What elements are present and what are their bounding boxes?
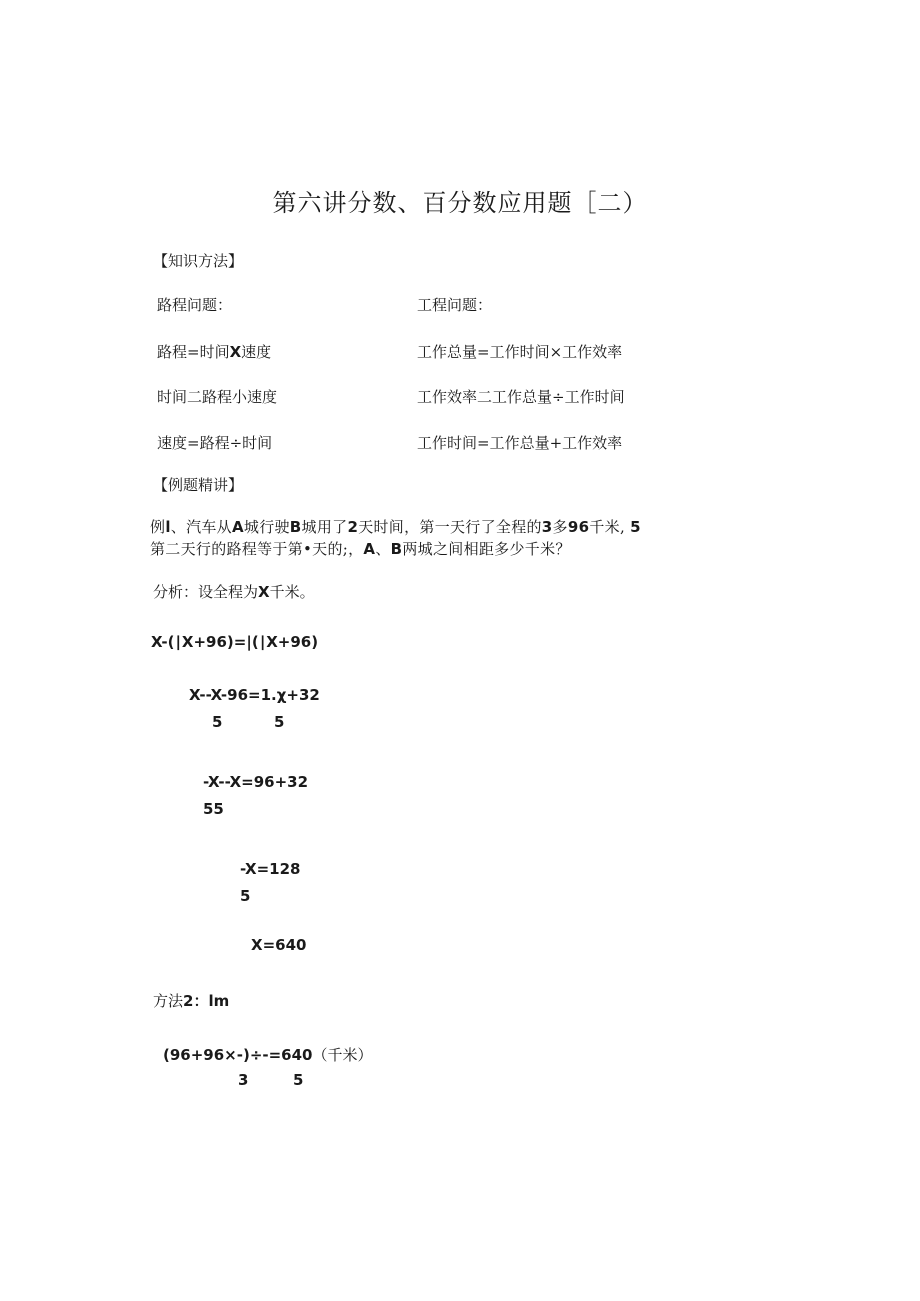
analysis-b1: X [258,583,270,601]
route-problem-heading: 路程问题： [157,296,233,314]
equation-step-1: X-(∣X+96)=|(∣X+96) [151,633,319,651]
ex1-l2-t1: 第二天行的路程等于第•天的;， [150,540,364,558]
route-formula-distance [157,341,271,362]
route-formula-distance-a: 路程=时间 [157,343,230,361]
work-problem-heading: 工程问题： [417,296,493,314]
equation-step-2: X--X-96=1.χ+32 [189,686,320,704]
knowledge-method-header: 【知识方法】 [153,252,244,270]
equation-step-5: X=640 [251,936,307,954]
analysis-line [153,581,315,602]
ex1-l2-b1: A [363,540,376,558]
ex1-l1-t1: 例 [150,518,166,536]
ex1-l1-t6: 多 [552,518,568,536]
method2-expr: (96+96×-)÷-=640 [163,1046,313,1064]
example1-line2 [150,538,571,559]
equation-step-3-denominators: 55 [203,800,224,818]
example1-line1 [150,516,641,537]
work-formula-total: 工作总量=工作时间×工作效率 [417,343,623,361]
work-formula-efficiency: 工作效率二工作总量÷工作时间 [417,388,625,406]
method2-expression [163,1044,373,1065]
ex1-l1-b1: l [165,518,171,536]
ex1-l1-b7: 5 [630,518,641,536]
equation-step-4: -X=128 [240,860,301,878]
method2-t1: 方法 [153,992,184,1010]
ex1-l1-b3: B [289,518,302,536]
method2-b1: 2：lm [183,992,230,1010]
analysis-t1: 分析：设全程为 [153,583,259,601]
method2-denominator-2: 5 [293,1071,304,1089]
analysis-t2: 千米。 [269,583,315,601]
method2-denominator-1: 3 [238,1071,249,1089]
equation-step-2-denominator-1: 5 [212,713,223,731]
ex1-l1-b2: A [231,518,244,536]
route-formula-distance-b: 速度 [241,343,272,361]
ex1-l2-t2: 、 [375,540,391,558]
equation-step-2-denominator-2: 5 [274,713,285,731]
route-formula-distance-x: X [229,343,242,361]
ex1-l1-t5: 天时间，第一天行了全程的 [358,518,542,536]
examples-header: 【例题精讲】 [153,476,244,494]
ex1-l1-b5: 3 [541,518,553,536]
method2-unit: （千米） [312,1046,373,1064]
route-formula-speed: 速度=路程÷时间 [157,434,273,452]
ex1-l1-t3: 城行驶 [243,518,290,536]
route-formula-time: 时间二路程小速度 [157,388,278,406]
equation-step-4-denominator: 5 [240,887,251,905]
work-formula-time: 工作时间=工作总量+工作效率 [417,434,623,452]
ex1-l1-b6: 96 [567,518,590,536]
equation-step-3: -X--X=96+32 [203,773,309,791]
ex1-l2-t3: 两城之间相距多少千米？ [402,540,571,558]
method2-label [153,990,229,1011]
ex1-l1-t2: 、汽车从 [170,518,232,536]
ex1-l1-t7: 千米, [589,518,626,536]
page-title: 第六讲分数、百分数应用题［二） [272,189,648,217]
ex1-l2-b2: B [390,540,403,558]
ex1-l1-t4: 城用了 [301,518,348,536]
ex1-l1-b4: 2 [347,518,359,536]
